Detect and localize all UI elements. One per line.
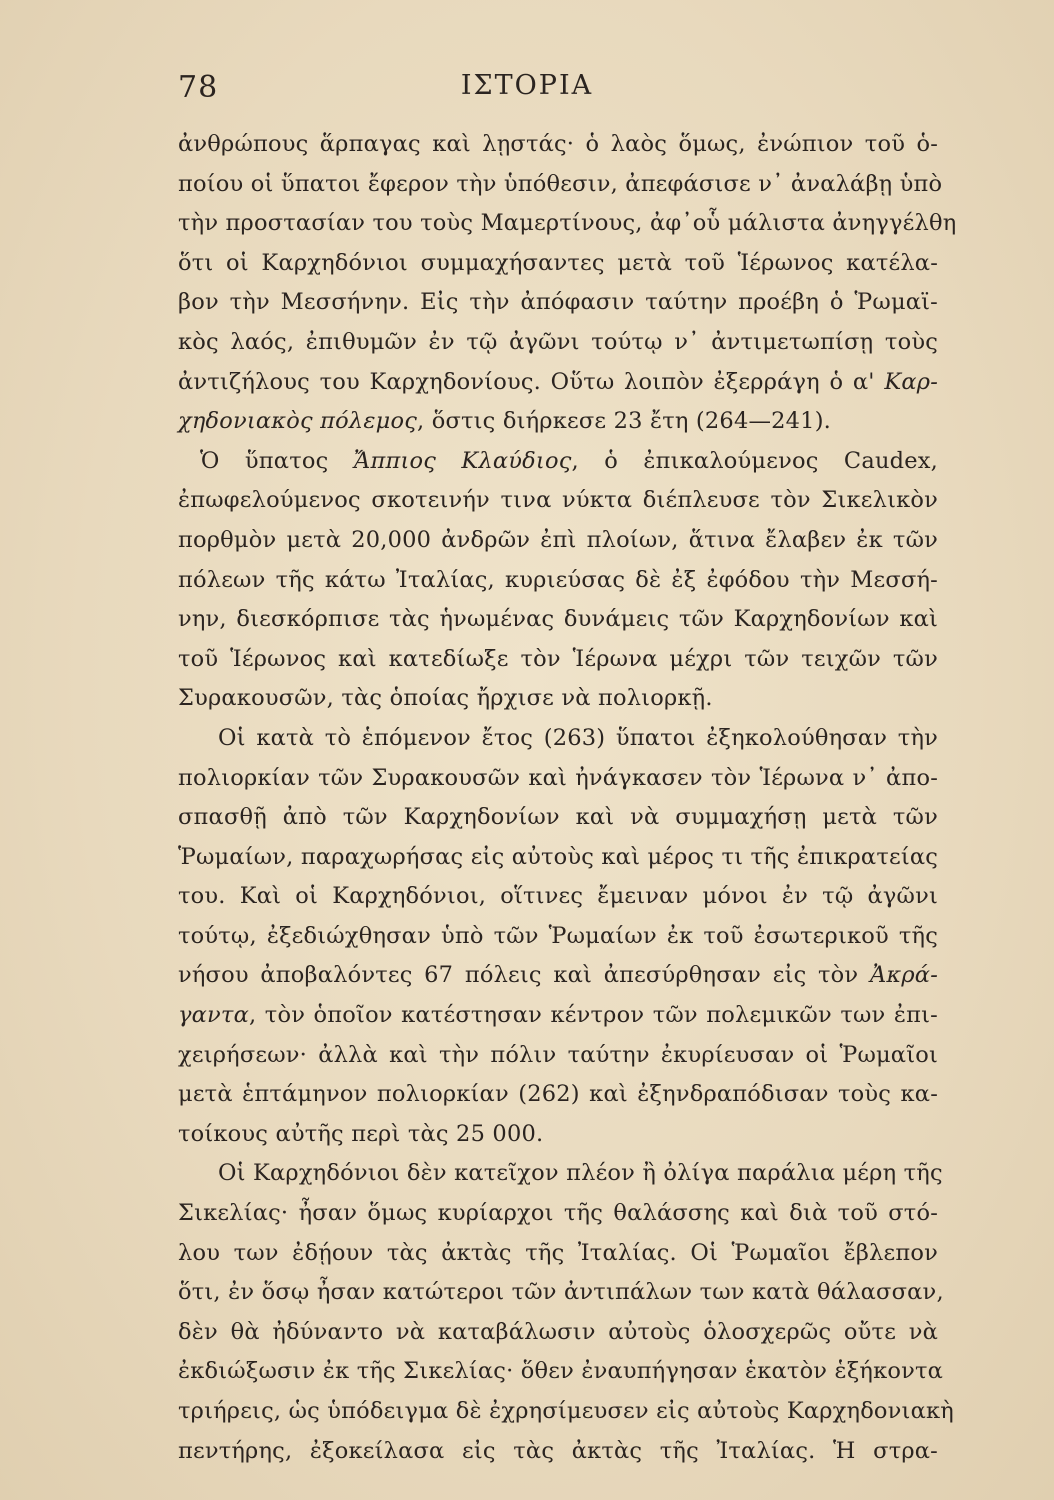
text-line: πεντήρης, ἐξοκείλασα εἰς τὰς ἀκτὰς τῆς Ἰταλίας. Ἡ στρα-	[178, 1437, 938, 1464]
running-title: ΙΣΤΟΡΙΑ	[460, 70, 594, 101]
text-line: σπασθῇ ἀπὸ τῶν Καρχηδονίων καὶ νὰ συμμαχήσῃ μετὰ τῶν	[178, 804, 938, 831]
text-line: λου των ἐδῄουν τὰς ἀκτὰς τῆς Ἰταλίας. Οἱ Ῥωμαῖοι ἔβλεπον	[178, 1239, 938, 1266]
italic-name: Ἄππιος Κλαύδιος	[353, 447, 572, 474]
text-line: ὅτι οἱ Καρχηδόνιοι συμμαχήσαντες μετὰ τοῦ Ἱέρωνος κατέλα-	[178, 249, 938, 276]
text-line: βον τὴν Μεσσήνην. Εἰς τὴν ἀπόφασιν ταύτην προέβη ὁ Ῥωμαϊ-	[178, 289, 938, 316]
text-line	[178, 363, 938, 403]
text-line: τούτῳ, ἐξεδιώχθησαν ὑπὸ τῶν Ῥωμαίων ἐκ τοῦ ἐσωτερικοῦ τῆς	[178, 922, 938, 949]
text-line: Ῥωμαίων, παραχωρήσας εἰς αὐτοὺς καὶ μέρος τι τῆς ἐπικρατείας	[178, 843, 939, 870]
italic-term: Καρ-	[884, 368, 938, 395]
text-line	[178, 996, 938, 1036]
text-line: τοίκους αὐτῆς περὶ τὰς 25 000.	[178, 1120, 544, 1147]
text-line: τὴν προστασίαν του τοὺς Μαμερτίνους, ἀφ᾽οὗ μάλιστα ἀνηγγέλθη	[178, 210, 957, 237]
italic-place: γαντα	[178, 1002, 249, 1029]
text-span: , τὸν ὁποῖον κατέστησαν κέντρον τῶν πολεμικῶν των ἐπι-	[248, 1002, 938, 1029]
text-span: , ὁ ἐπικαλούμενος Caudex,	[571, 447, 938, 474]
text-span: νήσου ἀποβαλόντες 67 πόλεις καὶ ἀπεσύρθησαν εἰς τὸν	[178, 962, 870, 989]
italic-term: χηδονιακὸς πόλεμος	[178, 408, 417, 435]
page-number: 78	[178, 70, 219, 105]
text-span: ἀντιζήλους του Καρχηδονίους. Οὕτω λοιπὸν ἐξερράγη ὁ α'	[178, 368, 885, 395]
text-line: ἐπωφελούμενος σκοτεινήν τινα νύκτα διέπλευσε τὸν Σικελικὸν	[178, 487, 938, 514]
text-line: ἐκδιώξωσιν ἐκ τῆς Σικελίας· ὅθεν ἐναυπήγησαν ἑκατὸν ἑξήκοντα	[178, 1358, 944, 1385]
text-line: κὸς λαός, ἐπιθυμῶν ἐν τῷ ἀγῶνι τούτῳ ν᾽ ἀντιμετωπίσῃ τοὺς	[178, 328, 938, 355]
text-line: πορθμὸν μετὰ 20,000 ἀνδρῶν ἐπὶ πλοίων, ἅτινα ἔλαβεν ἐκ τῶν	[178, 526, 938, 553]
text-span: , ὅστις διήρκεσε 23 ἔτη (264—241).	[417, 408, 832, 435]
text-line: τριήρεις, ὡς ὑπόδειγμα δὲ ἐχρησίμευσεν εἰς αὐτοὺς Καρχηδονιακὴ	[178, 1398, 954, 1424]
text-line	[178, 402, 938, 442]
text-line: Οἱ κατὰ τὸ ἑπόμενον ἔτος (263) ὕπατοι ἐξηκολούθησαν τὴν	[218, 724, 938, 751]
text-line: πόλεων τῆς κάτω Ἰταλίας, κυριεύσας δὲ ἐξ ἐφόδου τὴν Μεσσή-	[178, 566, 938, 593]
text-line: του. Καὶ οἱ Καρχηδόνιοι, οἵτινες ἔμειναν μόνοι ἐν τῷ ἀγῶνι	[178, 883, 938, 910]
text-span: Ὁ ὕπατος	[200, 447, 354, 474]
text-line: Συρακουσῶν, τὰς ὁποίας ἤρχισε νὰ πολιορκῇ.	[178, 685, 713, 712]
text-line: ποίου οἱ ὕπατοι ἔφερον τὴν ὑπόθεσιν, ἀπεφάσισε ν᾽ ἀναλάβῃ ὑπὸ	[178, 170, 943, 197]
italic-place: Ἀκρά-	[869, 962, 938, 989]
text-line: μετὰ ἑπτάμηνον πολιορκίαν (262) καὶ ἐξηνδραπόδισαν τοὺς κα-	[178, 1081, 938, 1108]
text-line: Οἱ Καρχηδόνιοι δὲν κατεῖχον πλέον ἢ ὀλίγα παράλια μέρη τῆς	[218, 1160, 943, 1187]
text-line	[178, 442, 938, 482]
text-line: Σικελίας· ἦσαν ὅμως κυρίαρχοι τῆς θαλάσσης καὶ διὰ τοῦ στό-	[178, 1200, 938, 1227]
text-line	[178, 956, 938, 996]
text-line: ὅτι, ἐν ὅσῳ ἦσαν κατώτεροι τῶν ἀντιπάλων των κατὰ θάλασσαν,	[178, 1279, 944, 1306]
text-line: δὲν θὰ ἠδύναντο νὰ καταβάλωσιν αὐτοὺς ὁλοσχερῶς οὔτε νὰ	[178, 1318, 938, 1345]
text-line: τοῦ Ἱέρωνος καὶ κατεδίωξε τὸν Ἱέρωνα μέχρι τῶν τειχῶν τῶν	[178, 645, 938, 672]
text-line: ἀνθρώπους ἅρπαγας καὶ λῃστάς· ὁ λαὸς ὅμως, ἐνώπιον τοῦ ὁ-	[178, 131, 938, 157]
text-line: χειρήσεων· ἀλλὰ καὶ τὴν πόλιν ταύτην ἐκυρίευσαν οἱ Ῥωμαῖοι	[178, 1041, 938, 1068]
text-line: πολιορκίαν τῶν Συρακουσῶν καὶ ἠνάγκασεν τὸν Ἱέρωνα ν᾽ ἀπο-	[178, 764, 938, 791]
body-text	[178, 125, 957, 1471]
text-line: νην, διεσκόρπισε τὰς ἡνωμένας δυνάμεις τῶν Καρχηδονίων καὶ	[178, 606, 938, 633]
